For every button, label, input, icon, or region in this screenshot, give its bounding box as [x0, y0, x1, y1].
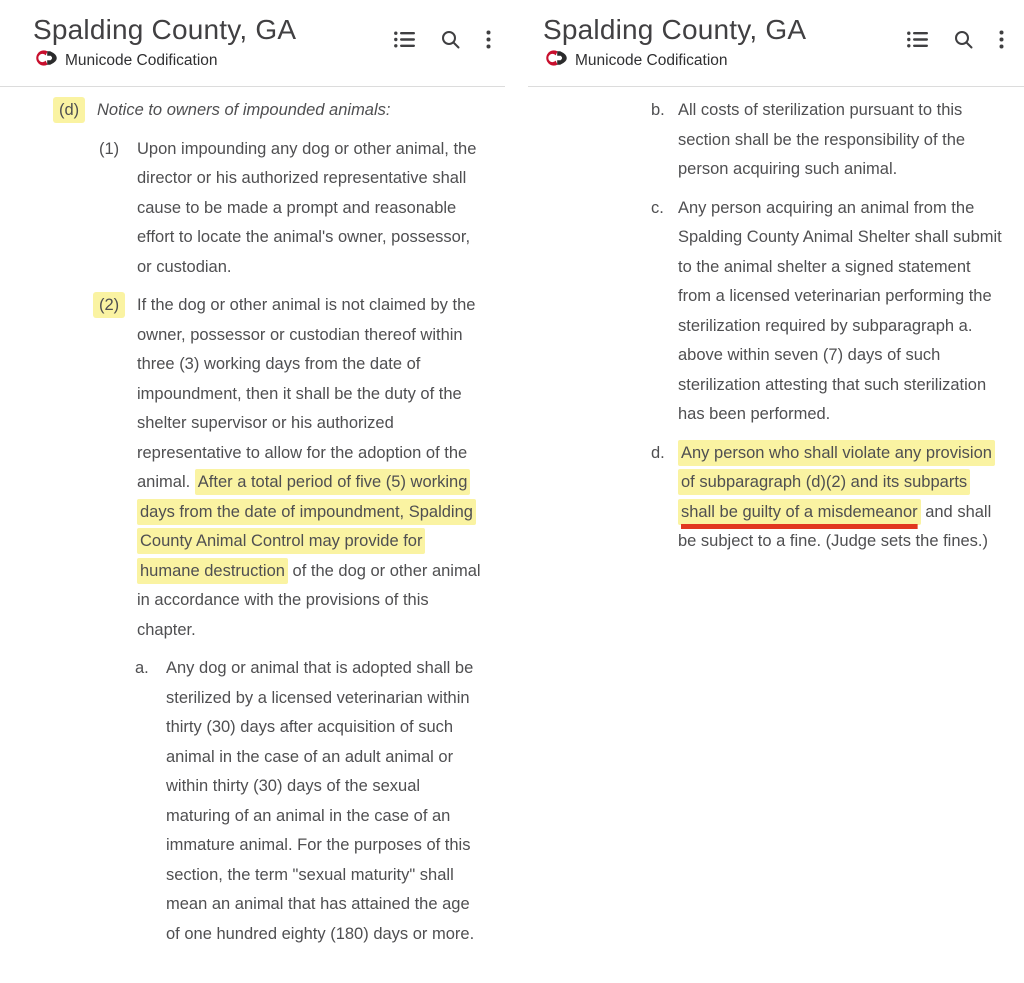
list-item-label: d.	[651, 443, 665, 462]
brand-subtitle: Municode Codification	[575, 51, 728, 69]
list-item	[0, 96, 505, 126]
list-item-text	[97, 96, 391, 126]
municode-cp-logo	[33, 49, 57, 72]
overflow-menu-icon[interactable]	[486, 30, 491, 49]
red-underlined-text: shall be guilty of a misdemeanor	[678, 499, 921, 525]
list-item-text	[137, 291, 485, 645]
page-title: Spalding County, GA	[543, 14, 807, 45]
list-item-text	[678, 96, 1004, 185]
highlighted-text: Any person who shall violate any provision of subparagraph (d)(2) and its subparts	[678, 440, 995, 496]
list-item-label: (1)	[99, 139, 120, 158]
highlighted-label: (2)	[93, 292, 125, 318]
list-item	[528, 96, 1024, 185]
right-page	[528, 0, 1024, 958]
header-actions	[394, 30, 491, 49]
ordinance-text-left	[0, 87, 505, 949]
list-item-label: c.	[651, 198, 664, 217]
municode-cp-logo	[543, 49, 567, 72]
text-segment: Upon impounding any dog or other animal, the director or his authorized representative shall cause to be made a prompt and reasonable effort to locate the animal's owner, possessor, or custodian.	[137, 139, 477, 276]
text-segment: of the dog or other animal in accordance with the provisions of this chapter.	[137, 561, 481, 639]
search-icon[interactable]	[441, 30, 460, 49]
list-item	[528, 439, 1024, 557]
list-item-label: a.	[135, 659, 149, 677]
text-segment: If the dog or other animal is not claimed by the owner, possessor or custodian thereof within three (3) working days from the date of impoundment, then it shall be the duty of the shelter supervisor or his authorized representative to allow for the adoption of the animal.	[137, 296, 476, 491]
brand-subtitle: Municode Codification	[65, 51, 218, 69]
ordinance-text-right	[528, 87, 1024, 557]
list-item	[0, 135, 505, 283]
page-title: Spalding County, GA	[33, 14, 297, 45]
brand-row	[543, 49, 806, 72]
list-item-text	[678, 439, 1004, 557]
text-segment: and shall be subject to a fine. (Judge sets the fines.)	[678, 502, 992, 550]
overflow-menu-icon[interactable]	[999, 30, 1004, 49]
list-item-text	[678, 194, 1004, 430]
text-segment: Any person acquiring an animal from the Spalding County Animal Shelter shall submit to the animal shelter a signed statement from a licensed veterinarian performing the sterilization required by subparagraph a. above within seven (7) days of such sterilization attesting that such sterilization has been performed.	[678, 198, 1002, 423]
toc-list-icon[interactable]	[907, 31, 928, 48]
header-brand	[543, 14, 806, 72]
toc-list-icon[interactable]	[394, 31, 415, 48]
list-item-text	[137, 135, 485, 283]
page-header	[0, 0, 505, 87]
text-segment: Any dog or animal that is adopted shall be sterilized by a licensed veterinarian within thirty (30) days after acquisition of such animal in the case of an adult animal or within thirty (30) days of the sexual maturing of an animal in the case of an immature animal. For the purposes of this section, the term "sexual maturity" shall mean an animal that has attained the age of one hundred eighty (180) days or more.	[166, 659, 475, 943]
page-header	[528, 0, 1024, 87]
list-item	[528, 194, 1024, 430]
highlighted-text: After a total period of five (5) working days from the date of impoundment, Spalding County Animal Control may provide for humane destruction	[137, 469, 476, 584]
text-segment: All costs of sterilization pursuant to this section shall be the responsibility of the person acquiring such animal.	[678, 101, 966, 178]
header-actions	[907, 30, 1004, 49]
search-icon[interactable]	[954, 30, 973, 49]
header-brand	[33, 14, 296, 72]
list-item-label: b.	[651, 101, 665, 119]
brand-row	[33, 49, 296, 72]
list-item-text	[166, 654, 485, 949]
highlighted-label: (d)	[53, 97, 85, 123]
list-item-label	[59, 96, 97, 126]
list-item	[0, 654, 505, 949]
text-segment: Notice to owners of impounded animals:	[97, 101, 391, 119]
list-item-label	[99, 291, 137, 645]
left-page	[0, 0, 505, 958]
list-item	[0, 291, 505, 645]
